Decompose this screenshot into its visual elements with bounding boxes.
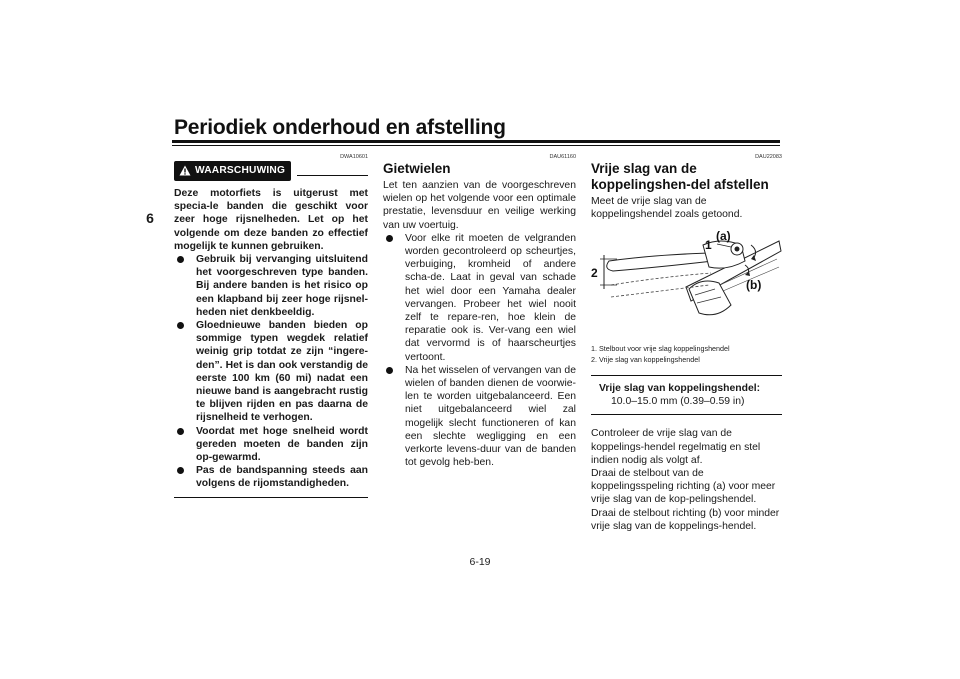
warning-rule: [297, 175, 368, 176]
bullet-dot-icon: [386, 235, 393, 242]
list-item: Gloednieuwe banden bieden op sommige typen wegdek relatief weinig grip totdat ze zijn “ingere-den”. Het is dan ook verstandig de eerste 100 km (60 mi) nadat een nieuwe band is aangebracht rustig te blijven rijden en pas daarna de rijsnelheid te verhogen.: [174, 319, 368, 425]
figure-label-2: 2: [591, 266, 598, 281]
bullet-dot-icon: [177, 322, 184, 329]
warning-text: [174, 187, 368, 491]
spec-label: Vrije slag van koppelingshendel:: [599, 383, 761, 395]
header-rule: [172, 140, 780, 143]
section-code: DAU61160: [549, 154, 576, 160]
warning-triangle-icon: [179, 165, 191, 176]
spec-box: [591, 375, 782, 415]
column-wheels: [383, 150, 576, 469]
caption-1: 1. Stelbout voor vrije slag koppelingshendel: [591, 344, 730, 354]
figure-label-b: (b): [746, 278, 762, 293]
page-title: Periodiek onderhoud en afstelling: [174, 116, 506, 139]
figure-label-1: 1: [705, 238, 712, 253]
list-item: Voor elke rit moeten de velgranden worden gecontroleerd op scheurtjes, verbuiging, kromheid of andere scha-de. Laat in geval van schade het wiel door een Yamaha dealer vervangen. Probeer het wiel nooit zelf te repare-ren, hoe klein de reparatie ook is. Ver-vang een wiel dat vervormd is of haarscheurtjes vertoont.: [383, 232, 576, 364]
list-item: Pas de bandspanning steeds aan volgens de rijomstandigheden.: [174, 464, 368, 490]
warning-label: WAARSCHUWING: [195, 165, 286, 177]
warning-bullets: [174, 253, 368, 491]
header-rule-thin: [172, 145, 780, 146]
section-intro: Meet de vrije slag van de koppelingshendel zoals getoond.: [591, 196, 743, 221]
list-item: Gebruik bij vervanging uitsluitend het voorgeschreven type banden. Bij andere banden is het risico op een klapband bij zeer hoge rijsnel-heden niet denkbeeldig.: [174, 253, 368, 319]
chapter-tab: 6: [146, 210, 154, 226]
caption-2: 2. Vrije slag van koppelingshendel: [591, 355, 700, 365]
page-number: 6-19: [469, 556, 491, 568]
warning-end-rule: [174, 497, 368, 498]
bullet-dot-icon: [177, 467, 184, 474]
section-intro: Let ten aanzien van de voorgeschreven wielen op het volgende voor een optimale prestatie, levensduur en veilige werking van uw voertuig.: [383, 180, 576, 231]
wheel-bullets: [383, 232, 576, 470]
clutch-lever-figure: [591, 227, 782, 337]
column-clutch: [591, 150, 782, 533]
section-heading: Vrije slag van de koppelingshen-del afstellen: [591, 161, 769, 192]
spec-value: 10.0–15.0 mm (0.39–0.59 in): [611, 396, 745, 408]
warning-badge: [174, 161, 291, 180]
list-item: Voordat met hoge snelheid wordt gereden moeten de banden zijn op-gewarmd.: [174, 425, 368, 465]
figure-label-a: (a): [716, 229, 731, 244]
bullet-dot-icon: [177, 256, 184, 263]
adjust-paragraph-2: Draai de stelbout van de koppelingsspeling richting (a) voor meer vrije slag van de kop-pelingshendel. Draai de stelbout richting (b) voor minder vrije slag van de koppelings-hendel.: [591, 468, 780, 532]
section-code: DAU22083: [755, 154, 782, 160]
warning-code: DWA10601: [340, 154, 368, 160]
list-item: Na het wisselen of vervangen van de wielen of banden dienen de voorwie-len te worden uitgebalanceerd. Een niet uitgebalanceerd wiel zal mogelijk slecht functioneren of kan een slechte wegligging en een verkorte levens-duur van de banden tot gevolg heb-ben.: [383, 364, 576, 470]
figure-captions: [591, 343, 782, 365]
section-heading: Gietwielen: [383, 161, 451, 176]
adjust-paragraph-1: Controleer de vrije slag van de koppelings-hendel regelmatig en stel indien nodig als volgt af.: [591, 428, 761, 466]
warning-header: [174, 161, 368, 181]
bullet-dot-icon: [386, 367, 393, 374]
bullet-dot-icon: [177, 428, 184, 435]
clutch-lever-illustration: [591, 227, 782, 337]
warning-intro: Deze motorfiets is uitgerust met specia-le banden die geschikt voor zeer hoge rijsnelheden. Let op het volgende om deze banden zo effectief mogelijk te kunnen gebruiken.: [174, 188, 368, 252]
column-warning: [174, 150, 368, 498]
